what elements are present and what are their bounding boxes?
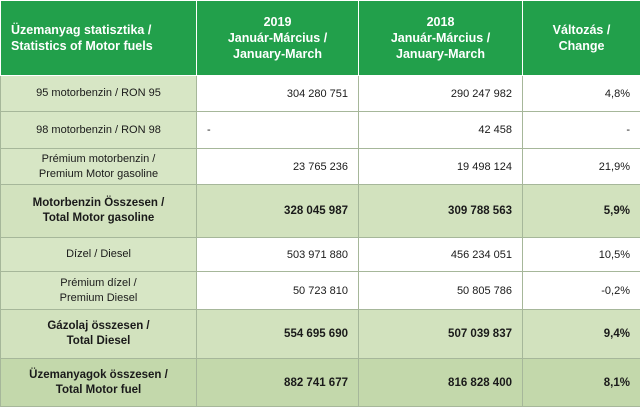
value-2018: 309 788 563 (359, 185, 523, 238)
value-2018: 290 247 982 (359, 76, 523, 112)
value-change: 8,1% (523, 359, 640, 407)
value-change: - (523, 112, 640, 149)
value-2019: 554 695 690 (197, 310, 359, 359)
value-2018: 19 498 124 (359, 149, 523, 185)
row-label: Üzemanyagok összesen / Total Motor fuel (1, 359, 197, 407)
header-change: Változás / Change (523, 1, 640, 76)
table-row (1, 185, 640, 238)
header-fuel-type: Üzemanyag statisztika / Statistics of Motor fuels (1, 1, 197, 76)
value-2019: 304 280 751 (197, 76, 359, 112)
header-row (1, 1, 640, 76)
table-row (1, 310, 640, 359)
value-change: 21,9% (523, 149, 640, 185)
value-2018: 816 828 400 (359, 359, 523, 407)
value-2018: 42 458 (359, 112, 523, 149)
header-2019: 2019 Január-Március / January-March (197, 1, 359, 76)
value-2019: 328 045 987 (197, 185, 359, 238)
value-change: 4,8% (523, 76, 640, 112)
value-2019: 503 971 880 (197, 238, 359, 272)
value-2019: 50 723 810 (197, 272, 359, 310)
header-2018: 2018 Január-Március / January-March (359, 1, 523, 76)
value-2019: 882 741 677 (197, 359, 359, 407)
row-label: Prémium dízel / Premium Diesel (1, 272, 197, 310)
row-label: 98 motorbenzin / RON 98 (1, 112, 197, 149)
table-row (1, 149, 640, 185)
row-label: Motorbenzin Összesen / Total Motor gasoline (1, 185, 197, 238)
value-2019: 23 765 236 (197, 149, 359, 185)
row-label: Dízel / Diesel (1, 238, 197, 272)
value-2018: 50 805 786 (359, 272, 523, 310)
value-change: 9,4% (523, 310, 640, 359)
table-row (1, 359, 640, 407)
value-change: 5,9% (523, 185, 640, 238)
row-label: Gázolaj összesen / Total Diesel (1, 310, 197, 359)
table-row (1, 238, 640, 272)
value-change: -0,2% (523, 272, 640, 310)
table-row (1, 112, 640, 149)
value-2018: 456 234 051 (359, 238, 523, 272)
table-row (1, 272, 640, 310)
value-change: 10,5% (523, 238, 640, 272)
row-label: Prémium motorbenzin / Premium Motor gasoline (1, 149, 197, 185)
value-2019: - (197, 112, 359, 149)
row-label: 95 motorbenzin / RON 95 (1, 76, 197, 112)
table-row (1, 76, 640, 112)
value-2018: 507 039 837 (359, 310, 523, 359)
